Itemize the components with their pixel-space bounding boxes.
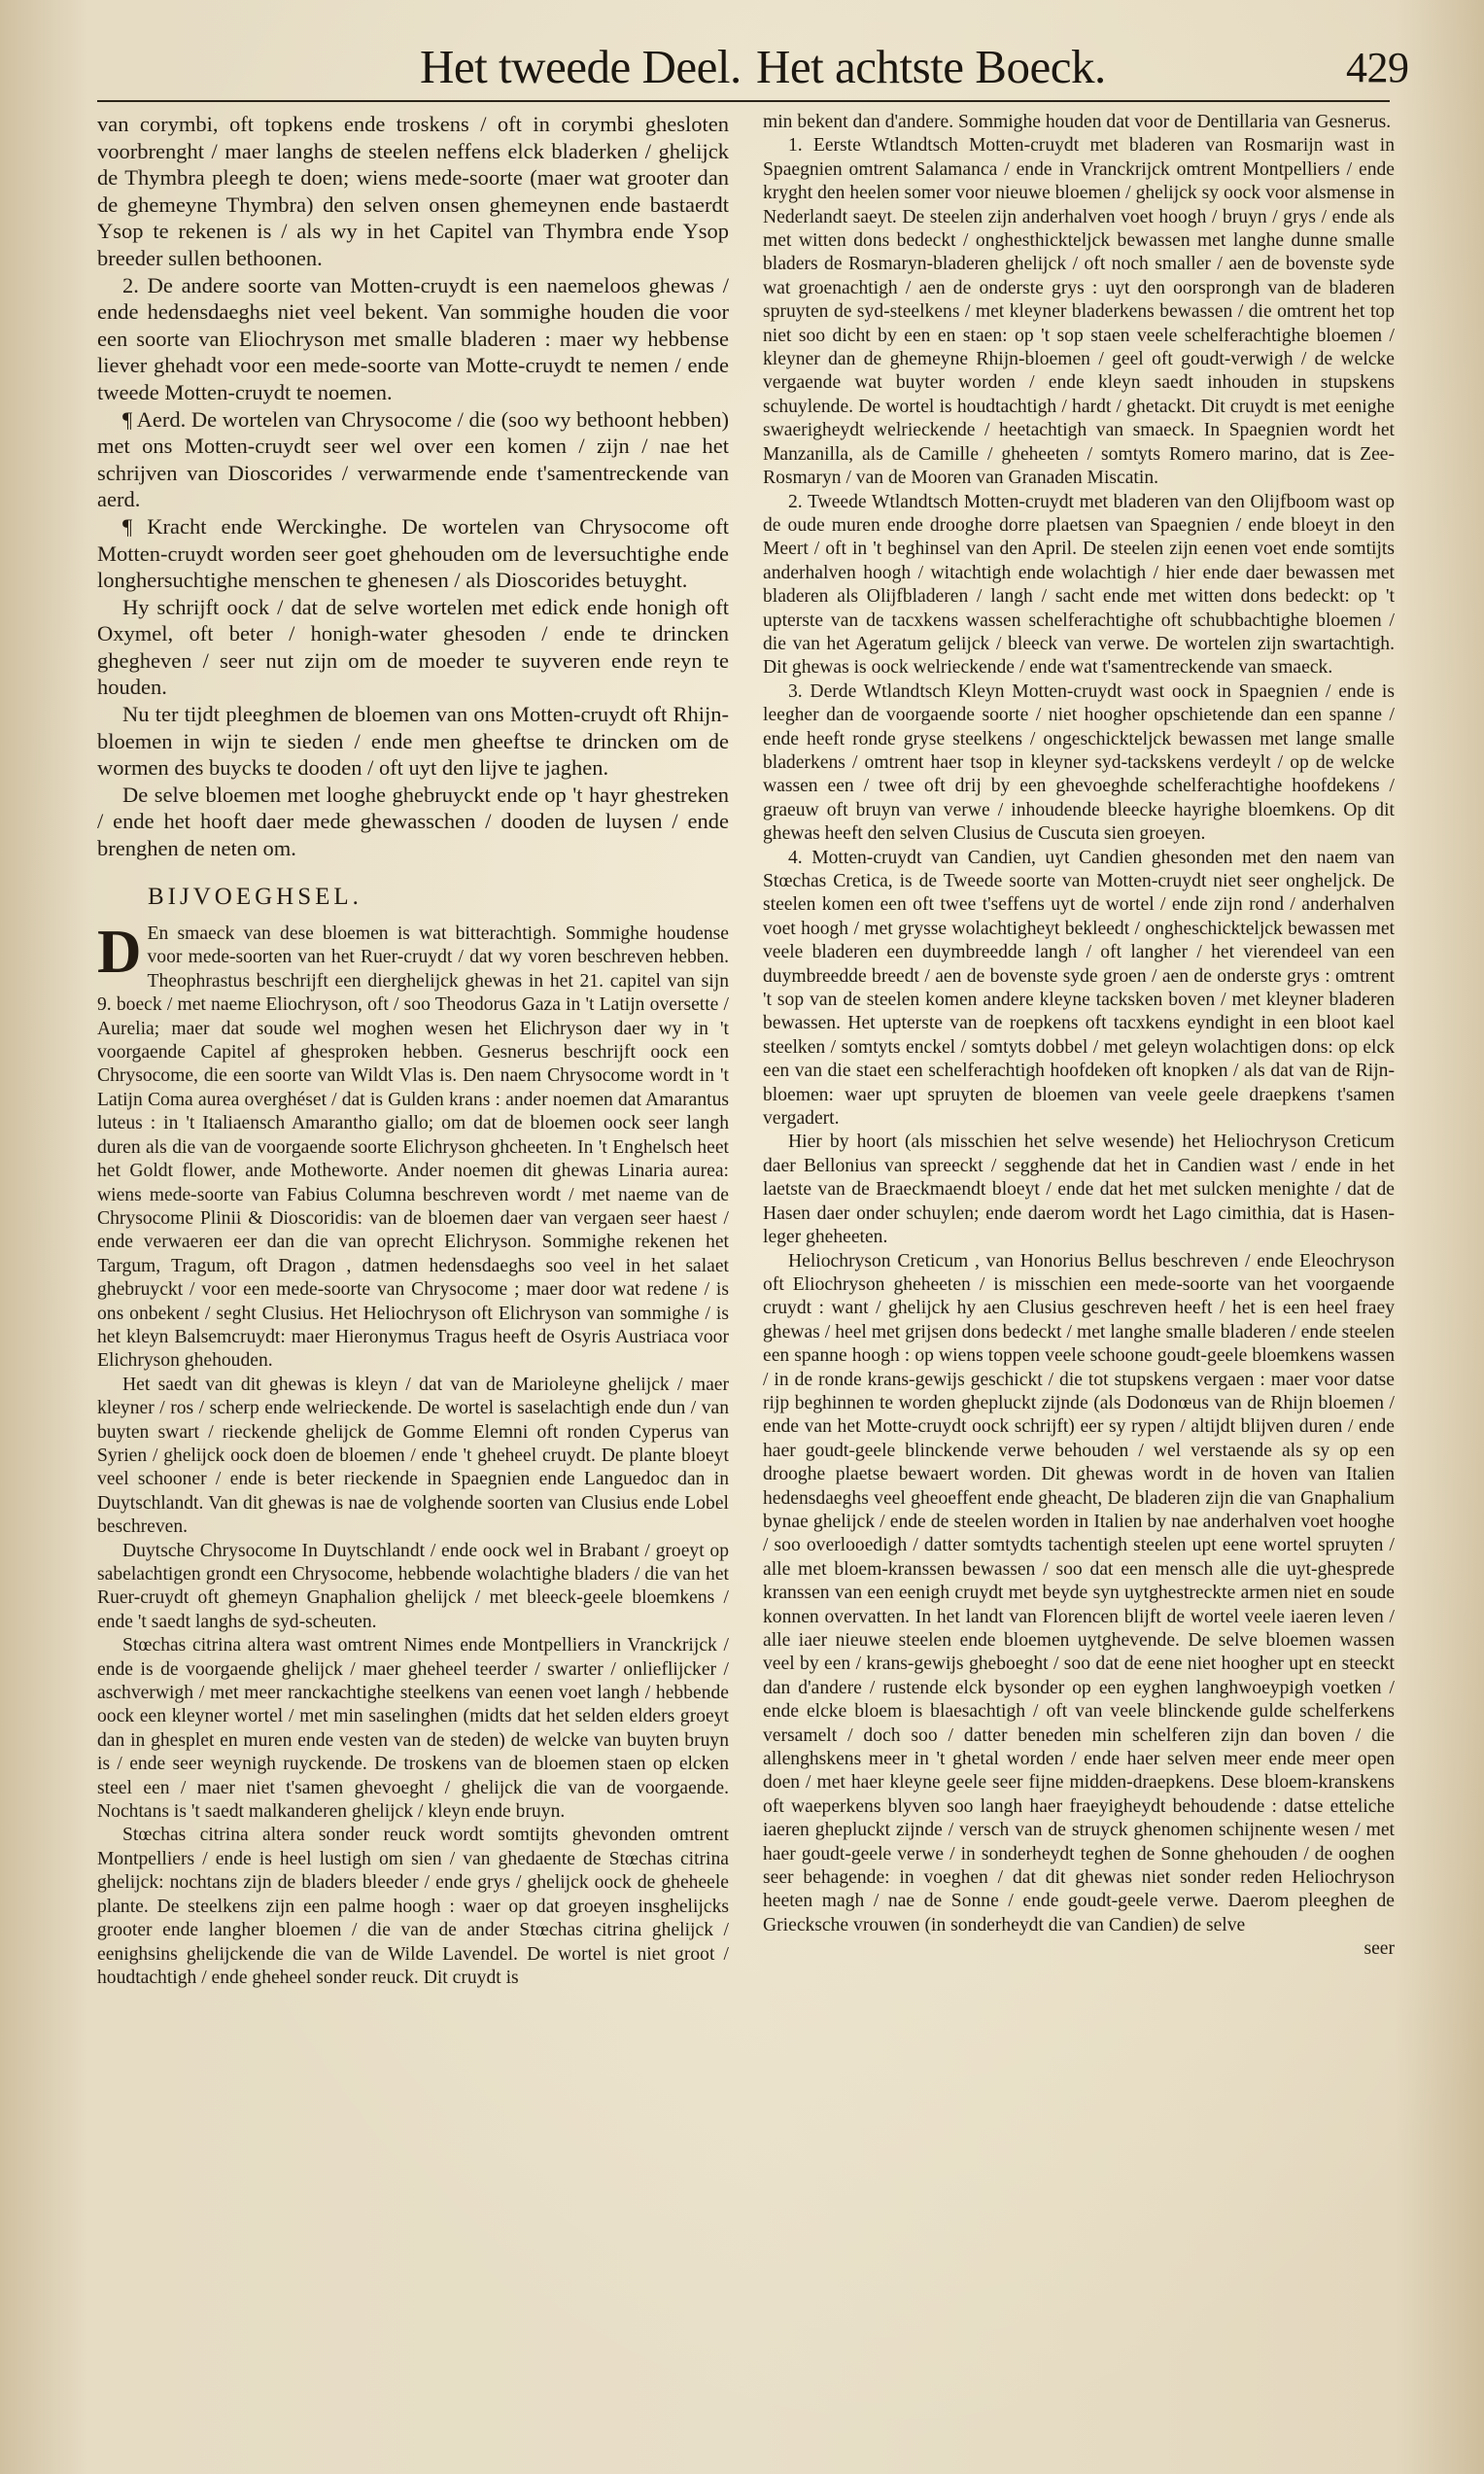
paragraph: Heliochryson Creticum , van Honorius Bellus beschreven / ende Eleochryson oft Eliochryson gheheeten / is misschien een mede-soorte van het voorgaende cruydt : want / ghelijck hy aen Clusius geschreven heeft / het is een heel fraey ghewas / heel met grijsen dons bedeckt / met langhe smalle bladeren / ende steelen een spanne hoogh : op wiens toppen veele schoone goudt-geele bloemkens wassen / in de ronde krans-gewijs geschickt / die tot stupskens vergaen : maer voor datse rijp beghinnen te worden ghepluckt zijnde (als Dodonœus van de Rhijn bloemen / ende van het Motte-cruydt oock schrijft) eer sy rypen / altijdt blijven duren / ende haer goudt-geele blinckende verwe behouden / wel verstaende als sy op een drooghe plaetse bewaert worden. Dit ghewas wordt in de hoven van Italien hedensdaeghs veel gheoeffent ende gheacht, De bladeren zijn die van Gnaphalium bynae ghelijck / ende de steelen worden in Italien by nae anderhalven voet hooghe / soo overlooedigh / datter somtydts tachentigh steelen upt eene wortel spruyten / alle met bloem-kranssen bewassen / soo dat een mensch alle die uyt-ghesprede kranssen van een eenigh cruydt met beyde syn uytghestreckte armen niet en soude konnen overvatten. In het landt van Florencen blijft de wortel veele iaeren leven / alle iaer nieuwe steelen ende bloemen uytghevende. De selve bloemen wassen veel by een / krans-gewijs gheboeght / soo dat de eene niet hoogher upt en steeckt dan d'andere / rustende elck bysonder op een eyghen langhwoeypigh voetken / ende elcke bloem is blaesachtigh / oft van veele blinckende gulde schelferkens versamelt / doch soo / datter beneden min schelferen zijn dan boven / die allenghskens meer in 't ghetal worden / ende haer selven meer ende meer open doen / met haer kleyne geele seer fijne midden-draepkens. Dese bloem-kranskens oft waeperkens blyven soo langh haer fraeyigheydt behoudende : datse etteliche iaeren ghepluckt zijnde / versch van de struyck ghenomen schijnente wesen / met haer goudt-geele verwe / in sonderheydt teghen de Sonne ghehouden / de ooghen seer behagende: in voeghen / dat dit ghewas niet sonder reden Heliochryson heeten magh / nae de Sonne / ende goudt-geele verwe. Daerom pleeghen de Griecksche vrouwen (in sonderheydt die van Candien) de selve (763, 1250, 1395, 1935)
paragraph: ¶ Aerd. De wortelen van Chrysocome / die (soo wy bethoont hebben) met ons Motten-cruydt seer wel over een komen / zijn / nae het schrijven van Dioscorides / verwarmende ende t'samentreckende van aerd. (97, 406, 729, 512)
running-head-right: Het achtste Boeck. (756, 40, 1106, 93)
paragraph: Hier by hoort (als misschien het selve wesende) het Heliochryson Creticum daer Bellonius van spreeckt / segghende dat het in Candien wast / ende in het laetste van de Braeckmaendt bloeyt / ende dat het met sulcken menighte / dat de Hasen daer onder schuylen; ende daerom wordt het Lago cimithia, dat is Hasen-leger gheheeten. (763, 1132, 1395, 1248)
paragraph: 2. Tweede Wtlandtsch Motten-cruydt met bladeren van den Olijfboom wast op de oude muren ende drooghe dorre plaetsen van Spaegnien / ende bloeyt in den Meert / oft in 't beghinsel van den April. De steelen zijn eenen voet ende somtijts anderhalven hoogh / witachtigh ende wolachtigh / hier ende daer bewassen met bladeren als Olijfbladeren / langh / sacht ende met witten dons bedeckt: op 't upterste van de tacxkens wassen schelferachtighe oft schubbachtighe bloemen / die van het Ageratum gelijck / bleeck van verwe. De wortelen zijn swartachtigh. Dit ghewas is oock welrieckende / ende wat t'samentreckende van smaeck. (763, 491, 1395, 679)
paragraph-text: En smaeck van dese bloemen is wat bitterachtigh. Sommighe houdense voor mede-soorten van het Ruer-cruydt / dat wy voren beschreven hebben. Theophrastus beschrijft een dierghelijck ghewas in het 21. capitel van sijn 9. boeck / met naeme Eliochryson, oft / soo Theodorus Gaza in 't Latijn oversette / Aurelia; maer dat soude wel moghen wesen het Elichryson daer wy in 't voorgaende Capitel af ghesproken hebben. Gesnerus beschrijft oock een Chrysocome, die een soorte van Wildt Vlas is. Den naem Chrysocome wordt in 't Latijn Coma aurea overghéset / dat is Gulden krans : ander noemen dat Amarantus luteus : in 't Italiaensch Amarantho giallo; om dat de bloemen oock seer langh duren als die van de voorgaende soorte Elichryson ghcheeten. In 't Enghelsch heet het Goldt flower, ande Motheworte. Ander noemen dit ghewas Linaria aurea: wiens mede-soorte van Fabius Columna beschreven wordt / met naeme van de Chrysocome Plinii & Dioscoridis: van de bloemen daer van vergaen seer haest / ende verwaeren eer dan die van oprecht Elichryson. Sommighe rekenen het Targum, Tragum, oft Dragon , datmen hedensdaeghs soo veel in het salaet ghebruyckt / voor een mede-soorte van Chrysocome ; maer door wat redene / is ons onbekent / seght Clusius. Het Heliochryson oft Elichryson van sommighe / is het kleyn Balsemcruydt: maer Hieronymus Tragus heeft de Osyris Austriaca voor Elichryson ghehouden. (97, 923, 729, 1372)
paragraph: min bekent dan d'andere. Sommighe houden dat voor de Dentillaria van Gesnerus. (763, 112, 1392, 132)
paragraph (97, 918, 729, 1374)
header-rule (97, 100, 1390, 102)
paragraph: Stœchas citrina altera wast omtrent Nimes ende Montpelliers in Vranckrijck / ende is de voorgaende ghelijck / maer gheheel teerder / swarter / onlieflijcker / aschverwigh / met meer ranckachtighe steelkens van eenen voet langh / hebbende oock een kleyner wortel / met min saselinghen (midts dat het selden elders groeyt dan in ghesplet en muren ende vesten van de steden) de welcke van buyten bruyn is / ende seer weynigh ruyckende. De troskens van de bloemen staen op elcken steel een / maer niet t'samen ghevoeght / ghelijck die van de voorgaende. Nochtans is 't saedt malkanderen ghelijck / kleyn ende bruyn. (97, 1635, 729, 1823)
right-column (763, 111, 1395, 1962)
paragraph: ¶ Kracht ende Werckinghe. De wortelen van Chrysocome oft Motten-cruydt worden seer goet ghehouden om de leversuchtighe ende longhersuchtighe menschen te ghenesen / als Dioscorides betuyght. (97, 513, 729, 593)
paragraph: 1. Eerste Wtlandtsch Motten-cruydt met bladeren van Rosmarijn wast in Spaegnien omtrent Salamanca / ende in Vranckrijck omtrent Montpelliers / ende kryght den heelen somer voor nieuwe bloemen / ghelijck sy oock voor alsmense in Nederlandt saeyt. De steelen zijn anderhalven voet hoogh / bruyn / grys / ende als met witten dons bedeckt / onghesthickteljck bewassen met langhe dunne smalle bladers de Rosmaryn-bladeren ghelijck / oft noch smaller / aen de bovenste syde wat groenachtigh / aen de onderste grys : uyt den oorsprongh van de bladeren spruyten de syd-steelkens / met kleyner bladerkens bewassen / die omtrent het top niet soo dicht by een en staen: op 't sop staen veele schelferachtighe bloemen / kleyner dan de ghemeyne Rhijn-bloemen / geel oft goudt-verwigh / de welcke vergaende wat buyter worden / ende kleyn saedt inhouden in stupskens schuylende. De wortel is houdtachtigh / hardt / ghetackt. Dit cruydt is met eenighe swaerigheydt welrieckende / heetachtigh van smaeck. In Spaegnien wordt het Manzanilla, als de Camille / gheheeten / somtyts Romero marino, dat is Zee-Rosmaryn / van de Mooren van Granaden Miscatin. (763, 135, 1395, 489)
catchword: seer (1363, 1938, 1395, 1960)
paragraph: Hy schrijft oock / dat de selve wortelen met edick ende honigh oft Oxymel, oft beter / honigh-water ghesoden / ende te drincken ghegheven / seer nut zijn om de moeder te suyveren ende reyn te houden. (97, 594, 729, 700)
paragraph: 2. De andere soorte van Motten-cruydt is een naemeloos ghewas / ende hedensdaeghs niet veel bekent. Van sommighe houden die voor een soorte van Eliochryson met smalle bladeren : maer wy hebbense liever ghehadt voor een mede-soorte van Motte-cruydt te nemen / ende tweede Motten-cruydt te noemen. (97, 272, 729, 404)
paragraph: Het saedt van dit ghewas is kleyn / dat van de Marioleyne ghelijck / maer kleyner / ros / scherp ende welrieckende. De wortel is saselachtigh ende dun / van buyten swart / rieckende ghelijck de Gomme Elemni oft ronden Cyperus van Syrien / ghelijck oock doen de bloemen / ende 't gheheel cruydt. De plante bloeyt veel schooner / ende is beter rieckende in Spaegnien ende Languedoc dan in Duytschlandt. Van dit ghewas is nae de volghende soorten van Clusius ende Lobel beschreven. (97, 1374, 729, 1538)
paragraph: 3. Derde Wtlandtsch Kleyn Motten-cruydt wast oock in Spaegnien / ende is leegher dan de voorgaende soorte / niet hoogher opschietende dan een spanne / ende heeft ronde gryse steelkens / ongeschickteljck bewassen met lange smalle bladerkens / omtrent haer tsop in kleyner syd-tackskens verdeylt / op de welcke wassen een / twee oft drij by een ghevoeghde schelferachtighe hoofdekens / graeuw oft bruyn van verwe / inhoudende bleecke hayrighe bloemkens. Op dit ghewas heeft den selven Clusius de Cuscuta sien groeyen. (763, 680, 1395, 845)
drop-capital: D (97, 918, 142, 987)
paragraph: Duytsche Chrysocome In Duytschlandt / ende oock wel in Brabant / groeyt op sabelachtigen grondt een Chrysocome, hebbende wolachtighe bladers / die van het Ruer-cruydt oft ghemeyn Gnaphalion ghelijck / met bleeck-geele bloemkens / ende 't saedt langhs de syd-scheuten. (97, 1540, 729, 1632)
paragraph: van corymbi, oft topkens ende troskens / oft in corymbi ghesloten voorbrenght / maer langhs de steelen neffens elck bladerken / ghelijck de Thymbra pleegh te doen; wiens mede-soorte (maer wat grooter dan de ghemeyne Thymbra) den selven onsen ghemeynen ende bastaerdt Ysop te rekenen is / als wy in het Capitel van Thymbra ende Ysop breeder sullen bethoonen. (97, 112, 729, 270)
paragraph: Nu ter tijdt pleeghmen de bloemen van ons Motten-cruydt oft Rhijn-bloemen in wijn te sieden / ende men gheeftse te drincken om de wormen des buycks te dooden / oft uyt den lijve te jaghen. (97, 702, 729, 781)
section-heading: BIJVOEGHSEL. (148, 883, 362, 910)
paragraph: 4. Motten-cruydt van Candien, uyt Candien ghesonden met den naem van Stœchas Cretica, is de Tweede soorte van Motten-cruydt niet seer ongheljck. De steelen komen een oft twee t'seffens uyt de wortel / ende zijn rond / anderhalven voet hoogh / met grysse wolachtigheyt bekleedt / ongheschickteljck bewassen met veele bladeren een duymbreedde langh / oft langher / het vierendeel van een duymbreedde breedt / aen de bovenste syde groen / aen de onderste grys : omtrent 't sop van de steelen komen andere kleyne tacksken boven / met kleyner bladeren bewassen. Het upterste van de roepkens oft tacxkens eyndight in een bloot kael steelken / somtyts enckel / somtyts dobbel / met geleyn wolachtigen dons: op elck een van die staet een schelferachtigh hoofdeken oft knopken / als dat van de Rijn-bloemen: waer upt spruyten de bloemen van veele geele draepkens t'samen vergadert. (763, 847, 1395, 1130)
page-number: 429 (1346, 44, 1409, 91)
paragraph: Stœchas citrina altera sonder reuck wordt somtijts ghevonden omtrent Montpelliers / ende is heel lustigh om sien / van ghedaente de Stœchas citrina ghelijck: nochtans zijn de bladers bleeder / ende grys / ghelijck oock de gheheele plante. De steelkens zijn een palme hoogh : waer op dat groeyen insghelijcks grooter ende langher bloemen / die van de ander Stœchas citrina ghelijck / eenighsins ghelijckende die van de Wilde Lavendel. De wortel is niet groot / houdtachtigh / ende gheheel sonder reuck. Dit cruydt is (97, 1825, 729, 1988)
running-header (0, 39, 1484, 107)
paragraph: De selve bloemen met looghe ghebruyckt ende op 't hayr ghestreken / ende het hooft daer mede ghewasschen / dooden de luysen / ende brenghen de neten om. (97, 782, 729, 861)
running-head-left: Het tweede Deel. (420, 40, 742, 93)
left-column (97, 111, 729, 1990)
